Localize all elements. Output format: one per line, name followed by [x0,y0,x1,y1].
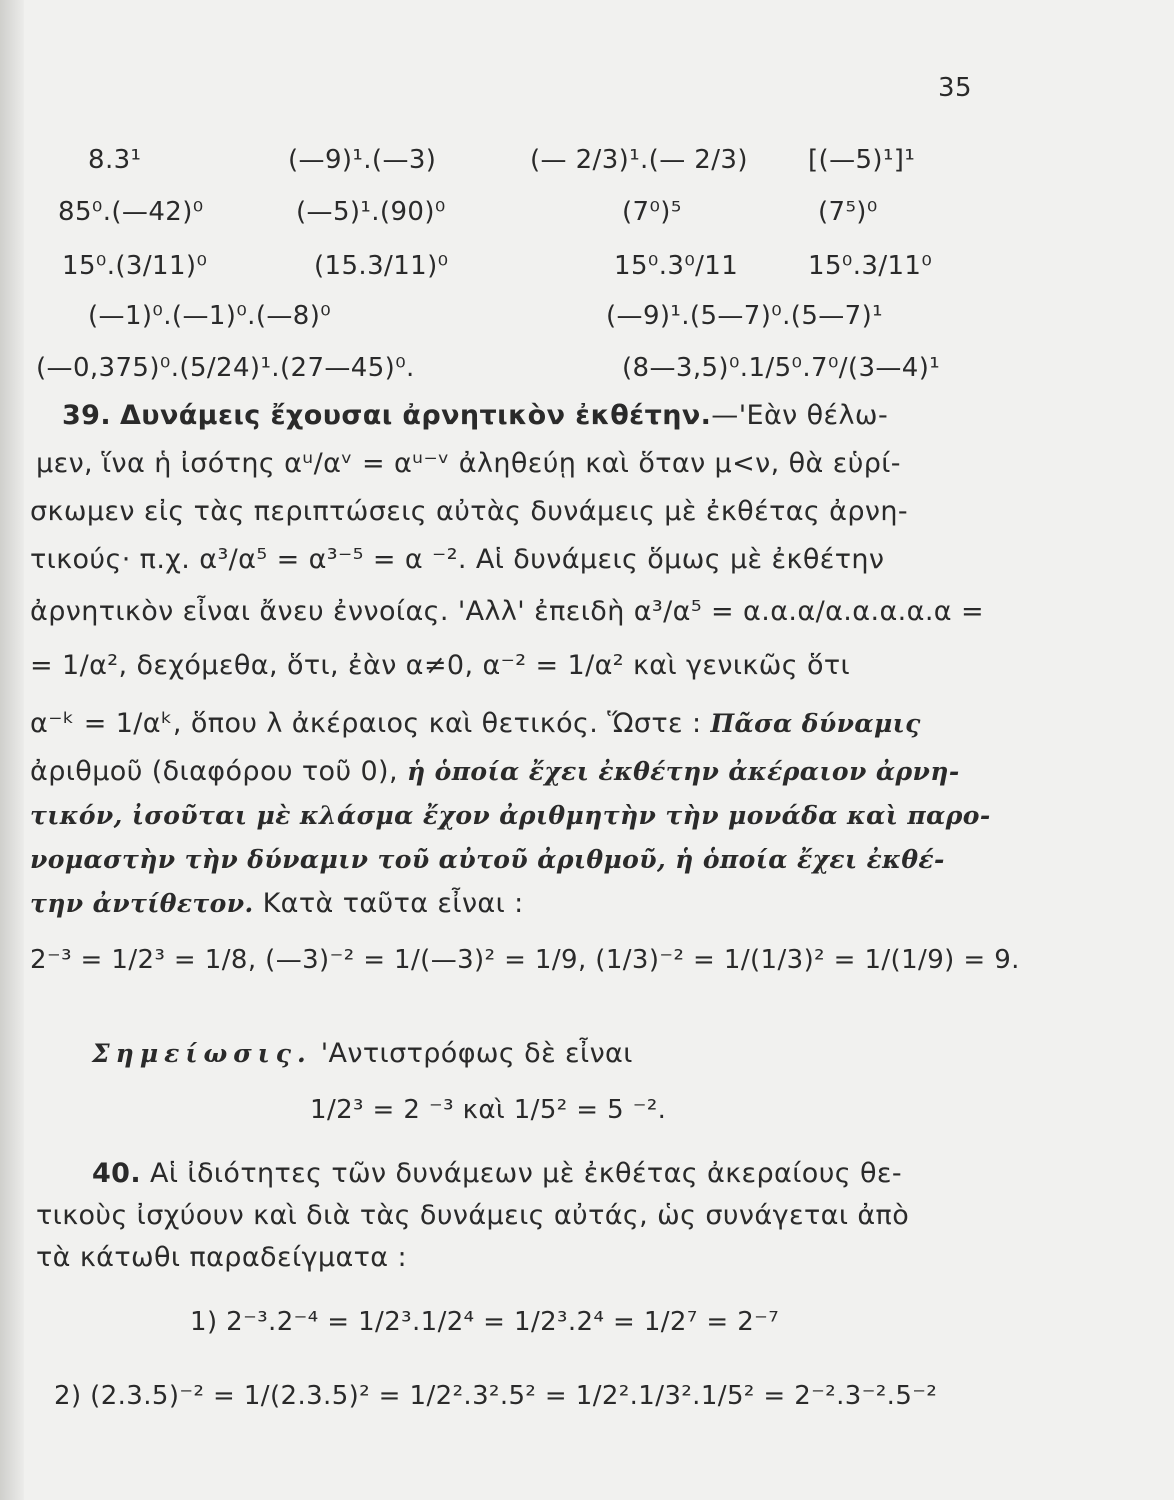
exercise-item: 8.3¹ [88,145,142,175]
text-line: —'Εὰν θέλω- [711,400,889,431]
section-number: 39. [62,400,112,431]
page-binding-shadow [0,0,24,1500]
text-line: ἀρνητικὸν εἶναι ἄνευ ἐννοίας. 'Αλλ' ἐπειδὴ α³/α⁵ = α.α.α/α.α.α.α.α = [30,596,985,627]
example-formula: 2) (2.3.5)⁻² = 1/(2.3.5)² = 1/2².3².5² = 1/2².1/3².1/5² = 2⁻².3⁻².5⁻² [54,1381,938,1411]
exercise-item: (8—3,5)⁰.1/5⁰.7⁰/(3—4)¹ [622,353,941,383]
text-line: τικοὺς ἰσχύουν καὶ διὰ τὰς δυνάμεις αὐτάς, ὡς συνάγεται ἀπὸ [36,1200,910,1231]
section-40-title-line [92,1158,902,1190]
exercise-item: (—0,375)⁰.(5/24)¹.(27—45)⁰. [36,353,415,383]
exercise-item: (— 2/3)¹.(— 2/3) [530,145,748,175]
rule-line [30,888,524,920]
page-number: 35 [938,73,972,103]
rule-text-plain: ἀριθμοῦ (διαφόρου τοῦ 0), [30,756,398,787]
text-line: μεν, ἵνα ἡ ἰσότης αᵘ/αᵛ = αᵘ⁻ᵛ ἀληθεύῃ καὶ ὅταν μ<ν, θὰ εὑρί- [36,448,901,479]
exercise-item: (7⁵)⁰ [818,197,878,227]
rule-text-italic: την ἀντίθετον. [30,889,254,918]
examples-formula: 2⁻³ = 1/2³ = 1/8, (—3)⁻² = 1/(—3)² = 1/9, (1/3)⁻² = 1/(1/3)² = 1/(1/9) = 9. [30,945,1020,975]
text-line: α⁻ᵏ = 1/αᵏ, ὅπου λ ἀκέραιος καὶ θετικός. Ὥστε : [30,708,702,739]
exercise-item: (—9)¹.(5—7)⁰.(5—7)¹ [606,301,883,331]
note-text: 'Αντιστρόφως δὲ εἶναι [320,1038,633,1069]
section-heading: Δυνάμεις ἔχουσαι ἀρνητικὸν ἐκθέτην. [120,400,712,431]
section-39-title-line [62,400,888,432]
exercise-item: (7⁰)⁵ [622,197,682,227]
exercise-item: (—5)¹.(90)⁰ [296,197,446,227]
example-formula: 1) 2⁻³.2⁻⁴ = 1/2³.1/2⁴ = 1/2³.2⁴ = 1/2⁷ = 2⁻⁷ [190,1307,780,1337]
rule-intro-line [30,708,921,740]
rule-text-italic: ἡ ὁποία ἔχει ἐκθέτην ἀκέραιον ἀρνη- [406,757,960,786]
rule-lead: Πᾶσα δύναμις [710,709,921,738]
section-number: 40. [92,1158,142,1189]
exercise-item: 15⁰.3⁰/11 [614,251,739,281]
note-formula: 1/2³ = 2 ⁻³ καὶ 1/5² = 5 ⁻². [310,1095,667,1125]
text-line: Αἱ ἰδιότητες τῶν δυνάμεων μὲ ἐκθέτας ἀκεραίους θε- [150,1158,903,1189]
rule-text-plain: Κατὰ ταῦτα εἶναι : [262,888,524,919]
exercise-item: [(—5)¹]¹ [808,145,916,175]
text-line: τικούς· π.χ. α³/α⁵ = α³⁻⁵ = α ⁻². Αἱ δυνάμεις ὅμως μὲ ἐκθέτην [30,544,885,575]
exercise-item: (—9)¹.(—3) [288,145,437,175]
note-line [92,1038,633,1070]
rule-line [30,756,960,788]
rule-line: τικόν, ἰσοῦται μὲ κλάσμα ἔχον ἀριθμητὴν τὴν μονάδα καὶ παρο- [30,801,991,830]
exercise-item: (15.3/11)⁰ [314,251,449,281]
text-line: σκωμεν εἰς τὰς περιπτώσεις αὐτὰς δυνάμεις μὲ ἐκθέτας ἀρνη- [30,496,909,527]
exercise-item: 85⁰.(—42)⁰ [58,197,204,227]
text-line: = 1/α², δεχόμεθα, ὅτι, ἐὰν α≠0, α⁻² = 1/α² καὶ γενικῶς ὅτι [30,650,851,681]
text-line: τὰ κάτωθι παραδείγματα : [36,1242,407,1273]
note-label: Σημείωσις. [92,1039,312,1068]
exercise-item: 15⁰.3/11⁰ [808,251,933,281]
exercise-item: 15⁰.(3/11)⁰ [62,251,208,281]
exercise-item: (—1)⁰.(—1)⁰.(—8)⁰ [88,301,332,331]
rule-line: νομαστὴν τὴν δύναμιν τοῦ αὐτοῦ ἀριθμοῦ, ἡ ὁποία ἔχει ἐκθέ- [30,845,945,874]
